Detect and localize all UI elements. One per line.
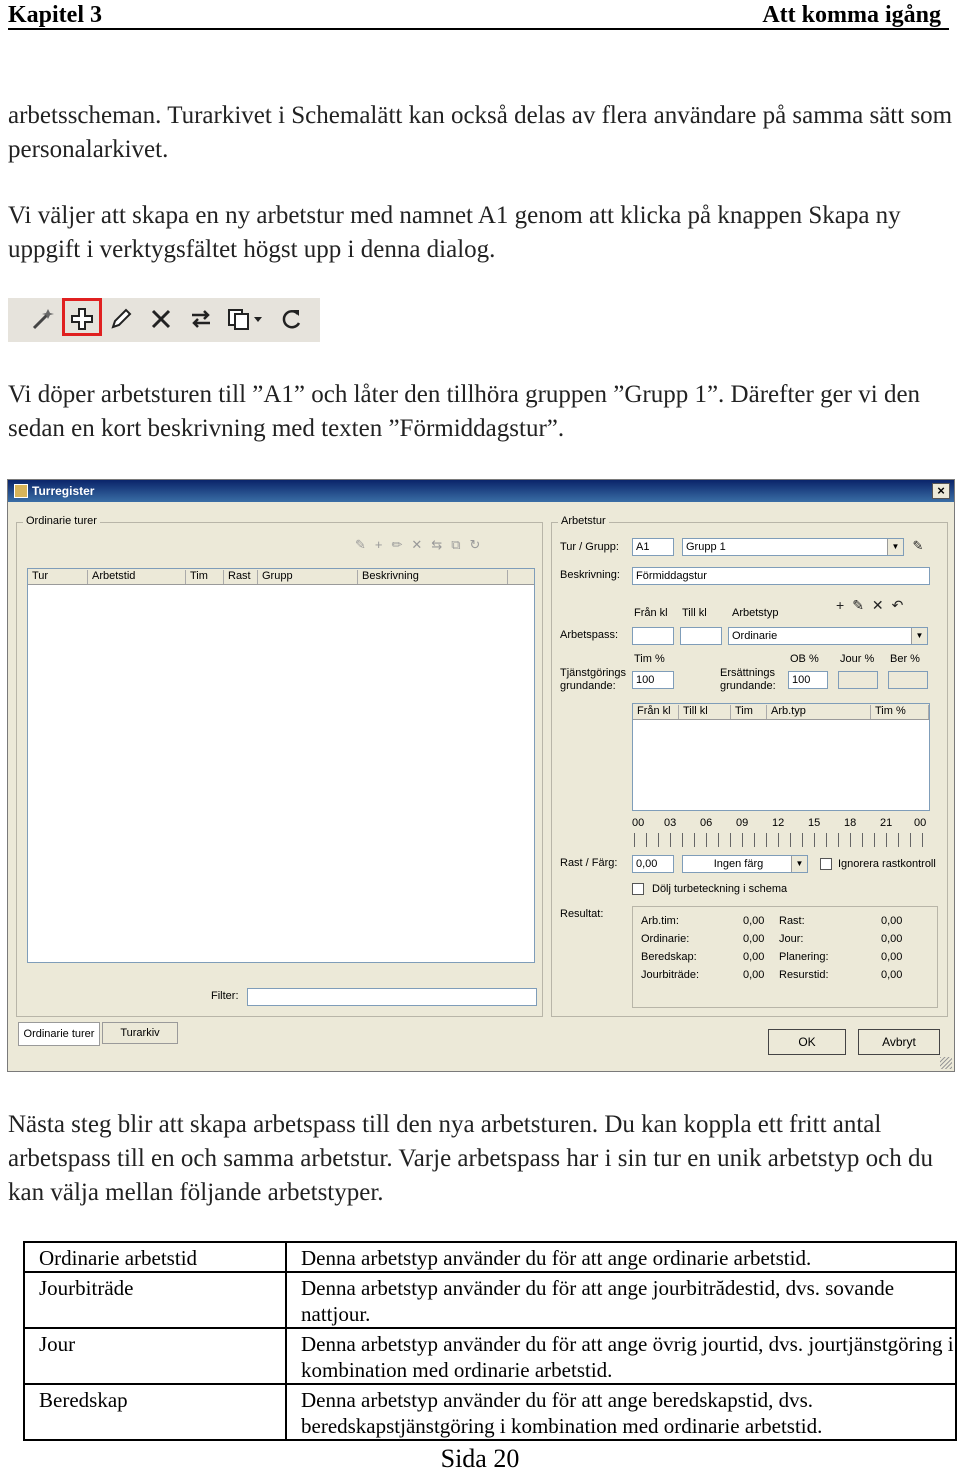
result-right-label: Resurstid: [779, 969, 829, 981]
worktype-name: Jour [24, 1328, 286, 1384]
timeline [632, 817, 932, 853]
swap-icon[interactable] [188, 306, 214, 332]
col-fran[interactable]: Från kl [633, 705, 679, 719]
timeline-label: 00 [914, 817, 927, 829]
worktype-desc: Denna arbetstyp använder du för att ange ordinarie arbetstid. [286, 1242, 956, 1272]
result-label: Resultat: [560, 908, 604, 920]
tjanst-label-2: grundande: [560, 680, 616, 692]
app-icon [14, 484, 28, 498]
jour-input [838, 671, 878, 689]
tur-label: Tur / Grupp: [560, 541, 619, 553]
tjanst-input[interactable]: 100 [632, 671, 674, 689]
pass-list-header [633, 704, 929, 720]
result-left-label: Ordinarie: [641, 933, 690, 945]
cancel-button[interactable]: Avbryt [858, 1029, 940, 1055]
result-right-label: Planering: [779, 951, 829, 963]
list-toolbar [355, 537, 535, 555]
page-header [8, 2, 949, 30]
highlight-frame [62, 298, 102, 336]
paragraph-4: Nästa steg blir att skapa arbetspass till den nya arbetsturen. Du kan koppla ett fritt antal arbetspass till en och samma arbetstur. Varje arbetspass har i sin tur en unik arbetstyp och du kan välja mellan följande arbetstyper. [8, 1111, 933, 1206]
pass-label: Arbetspass: [560, 629, 619, 641]
col-timpct[interactable]: Tim % [871, 705, 929, 719]
tim-label: Tim % [634, 653, 665, 665]
plus-icon[interactable]: + [836, 597, 853, 613]
chapter-label: Kapitel 3 [8, 2, 102, 28]
paragraph-1: arbetsscheman. Turarkivet i Schemalätt kan också delas av flera användare på samma sätt som personalarkivet. [8, 102, 953, 163]
table-row [24, 1272, 956, 1328]
worktype-desc: Denna arbetstyp använder du för att ange beredskapstid, dvs. beredskapstjänstgöring i kombination med ordinarie arbetstid. [286, 1384, 956, 1440]
plus-icon[interactable]: + [374, 537, 392, 552]
timeline-label: 15 [808, 817, 821, 829]
col-tim[interactable]: Tim [186, 570, 224, 584]
hide-checkbox[interactable] [632, 883, 644, 895]
ordinarie-group [16, 515, 543, 1017]
result-right-label: Rast: [779, 915, 805, 927]
table-row [24, 1328, 956, 1384]
timeline-label: 00 [632, 817, 645, 829]
tour-list-header [28, 569, 534, 585]
col-tim[interactable]: Tim [731, 705, 767, 719]
paragraph-2: Vi väljer att skapa en ny arbetstur med namnet A1 genom att klicka på knappen Skapa ny uppgift i verktygsfältet högst upp i denna dialog. [8, 202, 901, 263]
refresh-icon[interactable] [278, 306, 304, 332]
result-right-label: Jour: [779, 933, 804, 945]
result-right-value: 0,00 [881, 951, 903, 963]
col-rast[interactable]: Rast [224, 570, 258, 584]
worktype-name: Beredskap [24, 1384, 286, 1440]
hide-label: Dölj turbeteckning i schema [652, 883, 788, 895]
arbetstur-group [551, 515, 948, 1017]
rast-label: Rast / Färg: [560, 857, 618, 869]
close-button[interactable]: × [932, 483, 950, 499]
arbetstyp-value: Ordinarie [732, 630, 778, 642]
timeline-label: 06 [700, 817, 713, 829]
table-row [24, 1242, 956, 1272]
worktype-table [23, 1241, 957, 1441]
result-right-value: 0,00 [881, 969, 903, 981]
ok-button[interactable]: OK [768, 1029, 846, 1055]
result-left-value: 0,00 [743, 951, 765, 963]
refresh-icon[interactable]: ↻ [469, 537, 490, 552]
result-left-value: 0,00 [743, 933, 765, 945]
copy-icon[interactable]: ⧉ [451, 537, 470, 552]
ignore-checkbox[interactable] [820, 858, 832, 870]
col-till[interactable]: Till kl [679, 705, 731, 719]
ers-label-1: Ersättnings [720, 667, 776, 679]
from-label: Från kl [634, 607, 668, 619]
chevron-down-icon[interactable]: ▼ [887, 539, 903, 555]
dialog-titlebar [8, 480, 954, 502]
beskrivning-label: Beskrivning: [560, 569, 620, 581]
turregister-dialog [7, 479, 955, 1072]
worktype-desc: Denna arbetstyp använder du för att ange övrig jourtid, dvs. jourtjänstgöring i kombination med ordinarie arbetstid. [286, 1328, 956, 1384]
result-box [632, 906, 938, 1008]
ordinarie-group-title: Ordinarie turer [23, 515, 100, 527]
to-label: Till kl [682, 607, 707, 619]
beskrivning-input[interactable]: Förmiddagstur [632, 567, 930, 585]
ignore-label: Ignorera rastkontroll [838, 858, 936, 870]
result-left-label: Jourbiträde: [641, 969, 700, 981]
tur-input[interactable]: A1 [632, 538, 674, 556]
to-input[interactable] [680, 627, 722, 645]
delete-icon[interactable]: ✕ [411, 537, 432, 552]
timeline-ticks [634, 833, 926, 847]
dialog-title: Turregister [32, 484, 95, 498]
copy-icon[interactable] [226, 306, 264, 332]
tjanst-label-1: Tjänstgörings [560, 667, 627, 679]
pass-list[interactable] [632, 703, 930, 811]
result-left-label: Beredskap: [641, 951, 697, 963]
result-right-value: 0,00 [881, 933, 903, 945]
ob-label: OB % [790, 653, 819, 665]
result-left-label: Arb.tim: [641, 915, 679, 927]
ber-input [888, 671, 928, 689]
rast-input[interactable]: 0,00 [632, 855, 674, 873]
arbetstyp-select[interactable] [728, 627, 928, 645]
col-beskrivning[interactable]: Beskrivning [358, 570, 508, 584]
paragraph-3: Vi döper arbetsturen till ”A1” och låter den tillhöra gruppen ”Grupp 1”. Därefter ger vi den sedan en kort beskrivning med texten ”Förmiddagstur”. [8, 381, 921, 442]
timeline-label: 09 [736, 817, 749, 829]
from-input[interactable] [632, 627, 674, 645]
page-number: Sida 20 [440, 1444, 520, 1473]
pencil-icon[interactable]: ✎ [852, 597, 872, 613]
worktype-desc: Denna arbetstyp använder du för att ange jourbitrădestid, dvs. sovande nattjour. [286, 1272, 956, 1328]
color-select[interactable] [682, 855, 808, 873]
delete-icon[interactable] [148, 306, 174, 332]
result-left-value: 0,00 [743, 915, 765, 927]
filter-label: Filter: [211, 990, 239, 1002]
tab-ordinarie-turer[interactable]: Ordinarie turer [18, 1022, 100, 1046]
table-row [24, 1384, 956, 1440]
filter-input[interactable] [247, 988, 537, 1006]
result-right-value: 0,00 [881, 915, 903, 927]
col-tur[interactable]: Tur [28, 570, 88, 584]
worktype-name: Ordinarie arbetstid [24, 1242, 286, 1272]
grupp-select[interactable] [682, 538, 904, 556]
worktype-name: Jourbiträde [24, 1272, 286, 1328]
color-value: Ingen färg [713, 858, 764, 870]
grupp-value: Grupp 1 [686, 541, 726, 553]
ers-input[interactable]: 100 [788, 671, 828, 689]
col-arbtyp[interactable]: Arb.typ [767, 705, 871, 719]
tab-turarkiv[interactable]: Turarkiv [102, 1022, 178, 1044]
ber-label: Ber % [890, 653, 920, 665]
tour-list[interactable] [27, 568, 535, 963]
type-label: Arbetstyp [732, 607, 779, 619]
chevron-down-icon[interactable]: ▼ [911, 628, 927, 644]
timeline-label: 18 [844, 817, 857, 829]
swap-icon[interactable]: ⇆ [431, 537, 452, 552]
pencil-icon[interactable] [108, 306, 134, 332]
resize-grip-icon[interactable] [940, 1057, 952, 1069]
section-label: Att komma igång [762, 2, 941, 28]
pencil-icon[interactable]: ✎ [912, 538, 924, 553]
pass-toolbar [836, 597, 932, 615]
timeline-label: 21 [880, 817, 893, 829]
delete-icon[interactable]: ✕ [871, 597, 892, 613]
ers-label-2: grundande: [720, 680, 776, 692]
wand-icon[interactable] [30, 306, 56, 332]
result-left-value: 0,00 [743, 969, 765, 981]
undo-icon[interactable]: ↶ [891, 597, 912, 613]
chevron-down-icon[interactable]: ▼ [791, 856, 807, 872]
timeline-label: 03 [664, 817, 677, 829]
toolbar-image [8, 298, 320, 342]
col-grupp[interactable]: Grupp [258, 570, 358, 584]
timeline-label: 12 [772, 817, 785, 829]
arbetstur-group-title: Arbetstur [558, 515, 609, 527]
pencil-icon[interactable]: ✏ [391, 537, 412, 552]
wand-icon[interactable]: ✎ [355, 537, 375, 552]
col-arbetstid[interactable]: Arbetstid [88, 570, 186, 584]
jour-label: Jour % [840, 653, 875, 665]
